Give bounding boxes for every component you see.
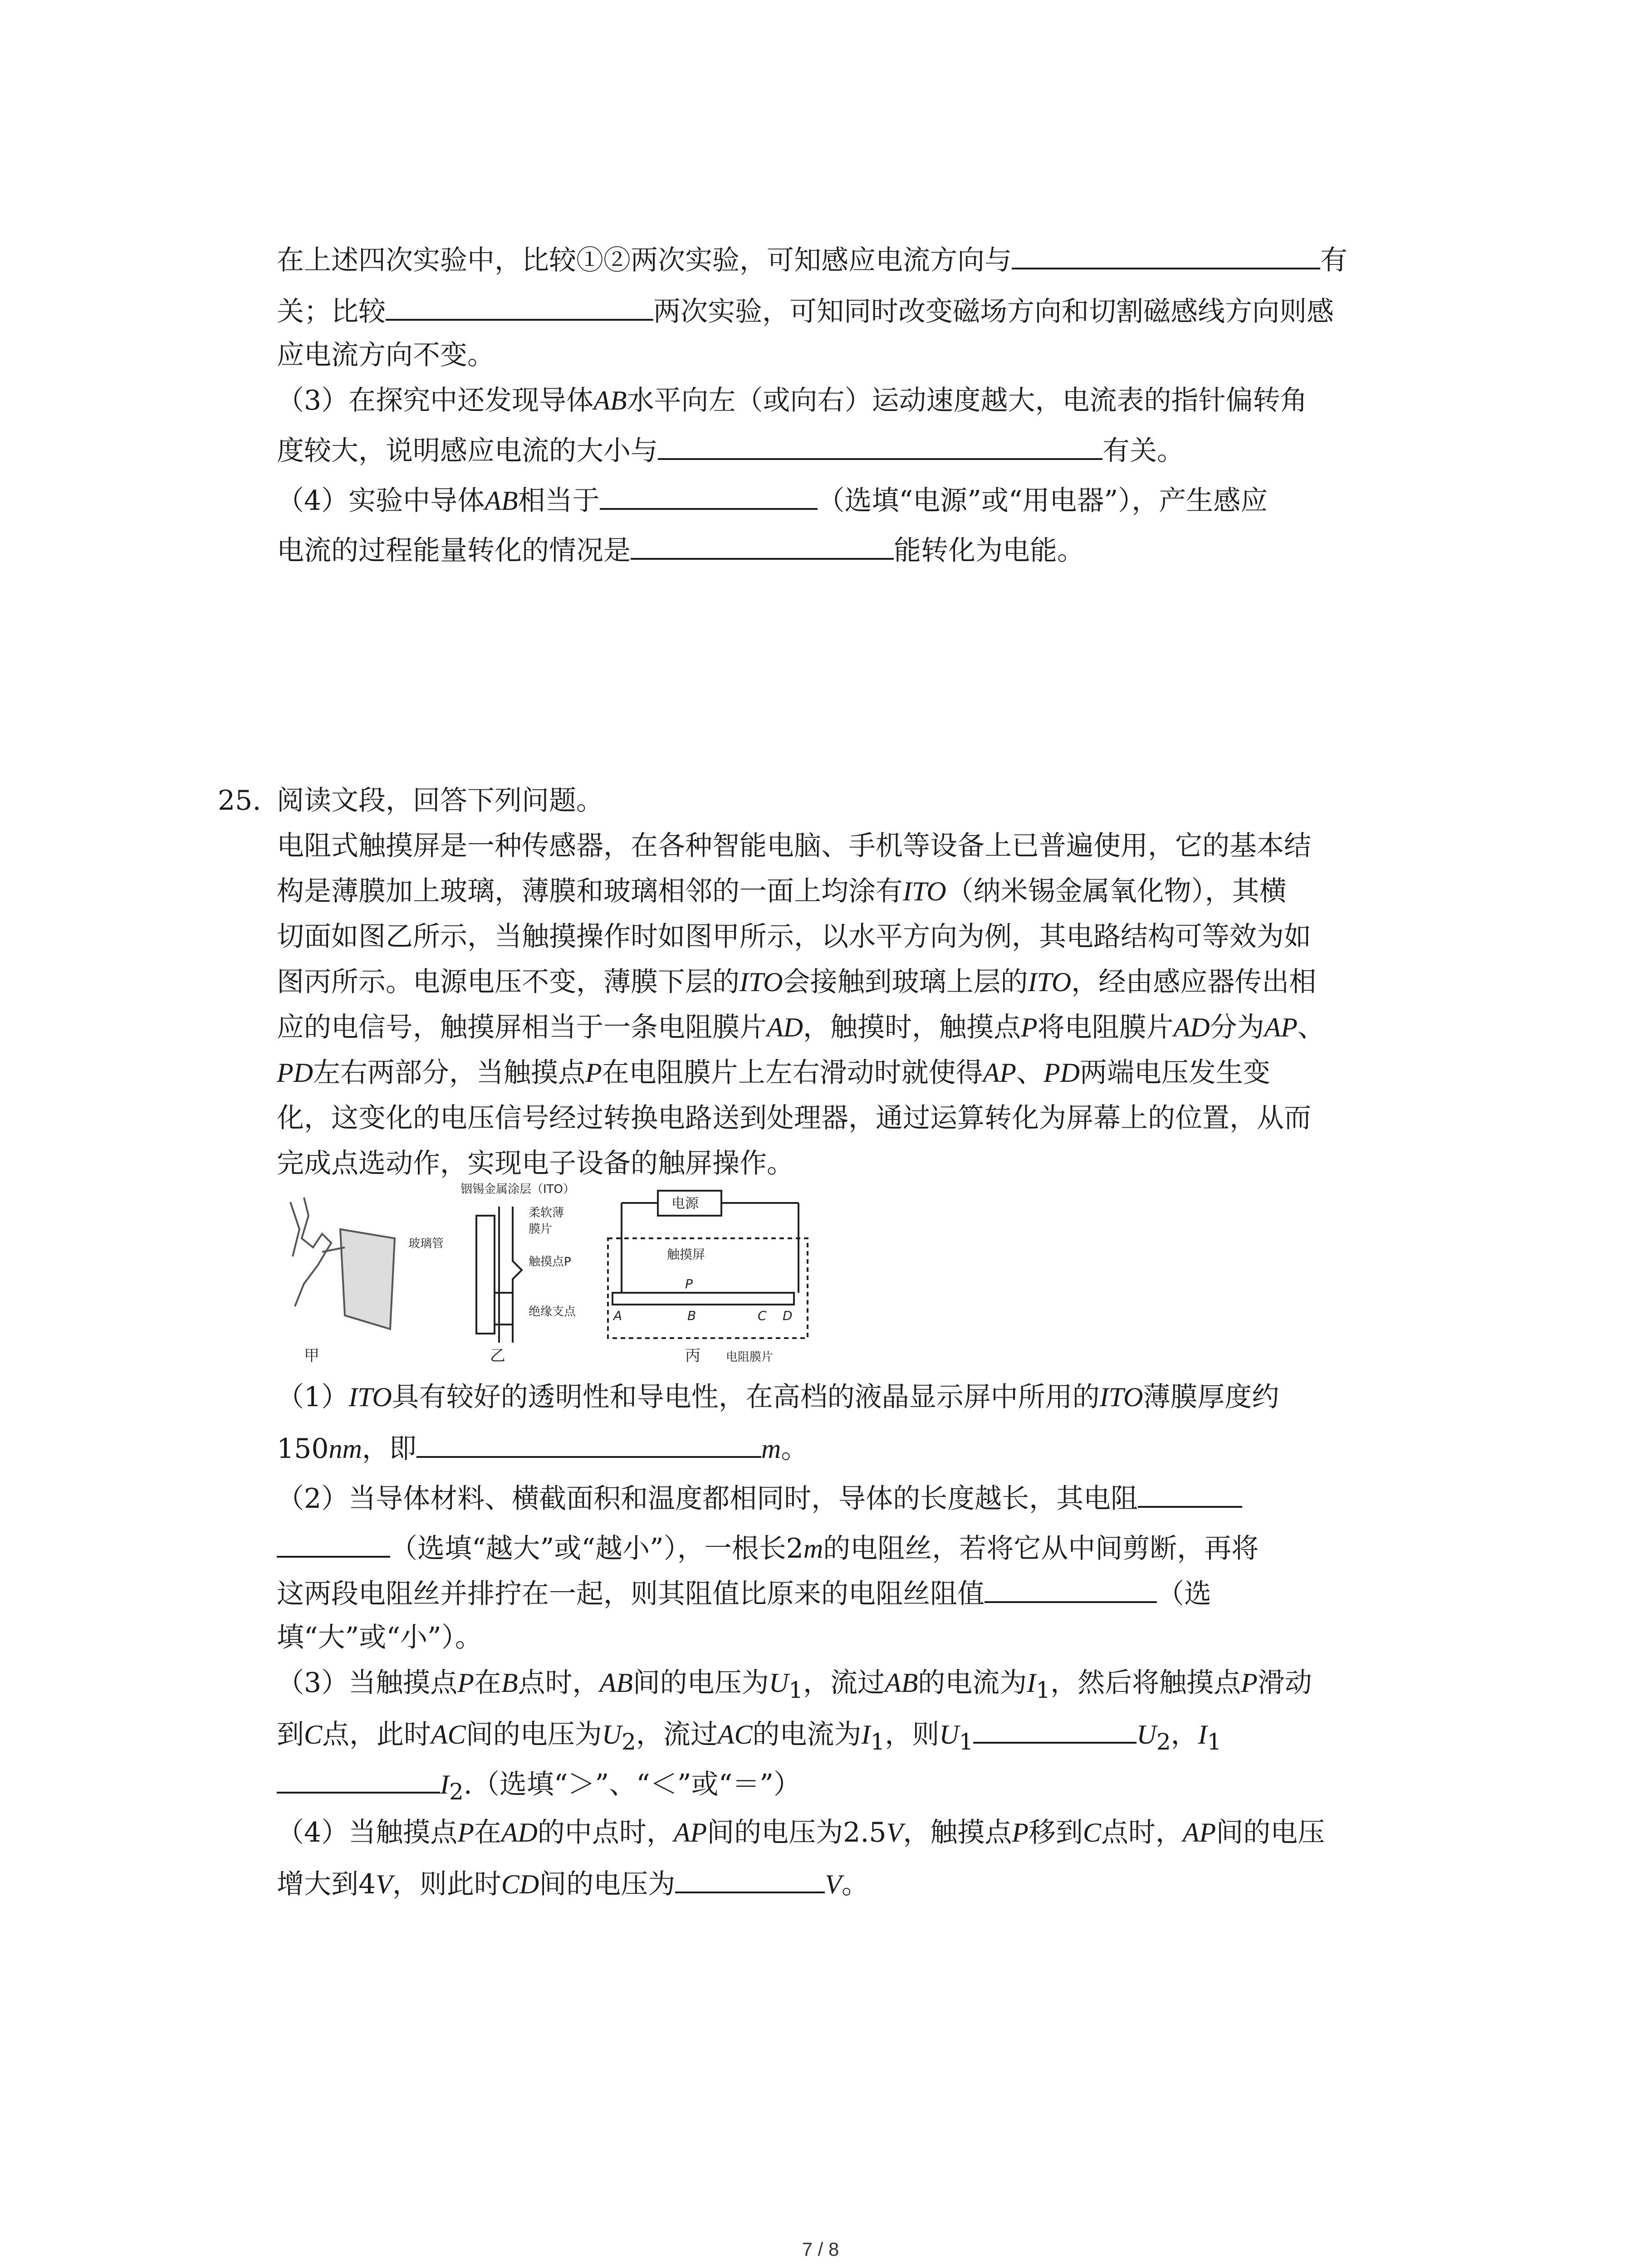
var: AP bbox=[1264, 1012, 1298, 1042]
text: ，经由感应器传出相 bbox=[1071, 966, 1317, 998]
var: CD bbox=[501, 1869, 539, 1899]
text: 间的电压为 bbox=[539, 1868, 676, 1900]
text: ，则此时 bbox=[392, 1868, 501, 1900]
text: 的电流为 bbox=[752, 1719, 862, 1750]
answer-blank[interactable] bbox=[1138, 1474, 1242, 1508]
text: ，流过 bbox=[803, 1667, 885, 1699]
point-d-label: D bbox=[783, 1308, 793, 1323]
text: 间的电压为 bbox=[632, 1667, 769, 1699]
point-p-label: P bbox=[685, 1276, 693, 1291]
text: 。 bbox=[841, 1868, 869, 1900]
text: （4）当触摸点 bbox=[277, 1817, 458, 1848]
var: AD bbox=[1173, 1012, 1210, 1042]
var: ITO bbox=[1028, 967, 1072, 997]
text: 点时， bbox=[518, 1667, 600, 1699]
text: 化，这变化的电压信号经过转换电路送到处理器，通过运算转化为屏幕上的位置，从而 bbox=[277, 1102, 1311, 1134]
unit: m bbox=[803, 1534, 823, 1564]
text: 填“大”或“小”）。 bbox=[277, 1622, 482, 1653]
text: （3）当触摸点 bbox=[277, 1667, 458, 1699]
text: 具有较好的透明性和导电性，在高档的液晶显示屏中所用的 bbox=[392, 1381, 1100, 1413]
point-a-label: A bbox=[613, 1308, 622, 1323]
subscript: 2 bbox=[622, 1729, 636, 1755]
q24-line-1 bbox=[277, 236, 1347, 283]
var: P bbox=[1241, 1668, 1258, 1698]
text: 、 bbox=[1016, 1057, 1043, 1089]
answer-blank[interactable] bbox=[631, 526, 894, 560]
touchscreen-figure bbox=[277, 1179, 867, 1365]
figure-label-yi: 乙 bbox=[490, 1347, 505, 1365]
unit: V bbox=[825, 1869, 842, 1899]
text: ，即 bbox=[362, 1433, 416, 1465]
text: 两端电压发生变 bbox=[1079, 1057, 1270, 1089]
answer-blank[interactable] bbox=[985, 1569, 1157, 1603]
text: （3）在探究中还发现导体 bbox=[277, 385, 594, 416]
text: ，触摸时，触摸点 bbox=[803, 1012, 1021, 1043]
q25-2-line-2 bbox=[277, 1524, 1259, 1571]
text: 度较大，说明感应电流的大小与 bbox=[277, 435, 658, 467]
var: C bbox=[1083, 1818, 1101, 1848]
text: 滑动 bbox=[1257, 1667, 1312, 1699]
ito-coating-label: 铟锡金属涂层（ITO） bbox=[460, 1183, 575, 1196]
text: 能转化为电能。 bbox=[894, 535, 1084, 567]
q25-4-line-2 bbox=[277, 1860, 869, 1907]
answer-blank[interactable] bbox=[277, 1524, 390, 1558]
var: I bbox=[861, 1720, 871, 1750]
var: P bbox=[1012, 1818, 1029, 1848]
q25-para-line bbox=[277, 1095, 1311, 1141]
text: 两次实验，可知同时改变磁场方向和切割磁感线方向则感 bbox=[653, 296, 1334, 327]
point-c-label: C bbox=[758, 1308, 767, 1323]
answer-blank[interactable] bbox=[1012, 236, 1320, 269]
page-number: 7 / 8 bbox=[802, 2239, 839, 2260]
text: （纳米锡金属氧化物），其横 bbox=[946, 875, 1287, 907]
var: AC bbox=[717, 1720, 753, 1750]
text: （选填“越大”或“越小”），一根长2 bbox=[390, 1533, 803, 1564]
q25-3-line-2 bbox=[277, 1710, 1221, 1765]
text: 移到 bbox=[1028, 1817, 1083, 1848]
var: PD bbox=[1043, 1058, 1080, 1088]
text: 相当于 bbox=[518, 485, 600, 517]
point-b-label: B bbox=[687, 1308, 696, 1323]
text: 电阻式触摸屏是一种传感器，在各种智能电脑、手机等设备上已普遍使用，它的基本结 bbox=[277, 830, 1311, 862]
q25-para-line bbox=[277, 869, 1287, 914]
var: AP bbox=[673, 1818, 707, 1848]
subscript: 1 bbox=[1207, 1729, 1222, 1755]
text: 电流的过程能量转化的情况是 bbox=[277, 535, 631, 567]
text: ，触摸点 bbox=[903, 1817, 1012, 1848]
figure-label-bing: 丙 bbox=[685, 1347, 700, 1365]
var: AB bbox=[593, 386, 627, 415]
q25-2-line-3 bbox=[277, 1569, 1211, 1617]
var: AB bbox=[599, 1668, 633, 1698]
var: ITO bbox=[348, 1382, 392, 1412]
q25-1-line-1 bbox=[277, 1374, 1279, 1420]
q25-para-line bbox=[277, 1005, 1325, 1050]
text: 在 bbox=[474, 1817, 501, 1848]
touch-point-label: 触摸点P bbox=[529, 1255, 571, 1269]
touchscreen-label: 触摸屏 bbox=[667, 1247, 705, 1262]
var: ITO bbox=[1099, 1382, 1143, 1412]
q25-2-line-4 bbox=[277, 1615, 482, 1660]
q25-3-line-1 bbox=[277, 1660, 1312, 1713]
text: 关；比较 bbox=[277, 296, 386, 327]
figure-yi-cross-section bbox=[476, 1207, 522, 1343]
q24-4-line-1 bbox=[277, 476, 1268, 523]
answer-blank[interactable] bbox=[675, 1860, 825, 1893]
text: 将电阻膜片 bbox=[1037, 1012, 1174, 1043]
text: 完成点选动作，实现电子设备的触屏操作。 bbox=[277, 1148, 794, 1179]
answer-blank[interactable] bbox=[973, 1710, 1136, 1744]
text: 150 bbox=[277, 1433, 329, 1465]
resistive-film-label: 电阻膜片 bbox=[726, 1350, 774, 1364]
film-label: 膜片 bbox=[529, 1222, 553, 1236]
question-number: 25. bbox=[218, 785, 261, 816]
q25-para-line bbox=[277, 823, 1311, 869]
text: 间的电压为2.5 bbox=[707, 1817, 887, 1848]
text: 应电流方向不变。 bbox=[277, 339, 495, 371]
var: U bbox=[1136, 1720, 1156, 1750]
text: （1） bbox=[277, 1381, 349, 1413]
soft-film-label: 柔软薄 bbox=[529, 1206, 564, 1220]
text: 薄膜厚度约 bbox=[1143, 1381, 1279, 1413]
text: 的电流为 bbox=[918, 1667, 1027, 1699]
var: P bbox=[457, 1668, 474, 1698]
subscript: 2 bbox=[449, 1779, 464, 1805]
text: ，则 bbox=[885, 1719, 940, 1750]
text: 阅读文段，回答下列问题。 bbox=[277, 785, 603, 816]
text: 间的电压 bbox=[1216, 1817, 1325, 1848]
text: 的中点时， bbox=[537, 1817, 674, 1848]
answer-blank[interactable] bbox=[658, 426, 1102, 460]
var: PD bbox=[277, 1058, 313, 1088]
text: 构是薄膜加上玻璃，薄膜和玻璃相邻的一面上均涂有 bbox=[277, 875, 903, 907]
var: AP bbox=[983, 1058, 1016, 1088]
power-source-label: 电源 bbox=[671, 1196, 699, 1212]
answer-blank[interactable] bbox=[600, 476, 818, 510]
text: 点，此时 bbox=[322, 1719, 431, 1750]
var: I bbox=[1198, 1720, 1207, 1750]
q25-para-line bbox=[277, 959, 1316, 1005]
q25-4-line-1 bbox=[277, 1810, 1325, 1855]
q24-line-3 bbox=[277, 332, 495, 378]
text: 的电阻丝，若将它从中间剪断，再将 bbox=[823, 1533, 1259, 1564]
text: .（选填“＞”、“＜”或“＝”） bbox=[463, 1769, 801, 1800]
var: AB bbox=[884, 1668, 918, 1698]
q25-head bbox=[277, 778, 603, 823]
q25-para-line bbox=[277, 1050, 1270, 1095]
text: （选填“电源”或“用电器”），产生感应 bbox=[817, 485, 1268, 517]
q24-3-line-1 bbox=[277, 378, 1308, 423]
var: C bbox=[304, 1720, 323, 1750]
var: ITO bbox=[740, 967, 783, 997]
var: I bbox=[440, 1769, 449, 1799]
var: U bbox=[602, 1720, 622, 1750]
q25-3-line-3 bbox=[277, 1760, 801, 1814]
var: AC bbox=[431, 1720, 466, 1750]
var: AP bbox=[1182, 1818, 1216, 1848]
text: 点时， bbox=[1101, 1817, 1183, 1848]
text: 到 bbox=[277, 1719, 304, 1750]
unit: V bbox=[376, 1869, 392, 1899]
unit: nm bbox=[328, 1434, 362, 1464]
text: ，然后将触摸点 bbox=[1050, 1667, 1241, 1699]
text: 左右两部分，当触摸点 bbox=[313, 1057, 585, 1089]
text: 应的电信号，触摸屏相当于一条电阻膜片 bbox=[277, 1012, 767, 1043]
subscript: 1 bbox=[789, 1677, 803, 1703]
var: ITO bbox=[903, 876, 946, 906]
text: 间的电压为 bbox=[465, 1719, 602, 1750]
text: （4）实验中导体 bbox=[277, 485, 485, 517]
var: P bbox=[585, 1058, 602, 1088]
text: （2）当导体材料、横截面积和温度都相同时，导体的长度越长，其电阻 bbox=[277, 1483, 1138, 1515]
q24-3-line-2 bbox=[277, 426, 1184, 474]
q24-4-line-2 bbox=[277, 526, 1084, 573]
text: 切面如图乙所示，当触摸操作时如图甲所示，以水平方向为例，其电路结构可等效为如 bbox=[277, 921, 1311, 953]
text: ， bbox=[1171, 1719, 1198, 1750]
var: B bbox=[501, 1668, 518, 1698]
var: I bbox=[1027, 1668, 1036, 1698]
text: 在上述四次实验中，比较①②两次实验，可知感应电流方向与 bbox=[277, 244, 1012, 276]
unit: V bbox=[886, 1818, 903, 1848]
q25-para-line bbox=[277, 914, 1311, 959]
text: 、 bbox=[1297, 1012, 1325, 1043]
text: （选 bbox=[1157, 1578, 1211, 1610]
figure-bing-circuit bbox=[608, 1191, 808, 1338]
text: ，流过 bbox=[636, 1719, 718, 1750]
text: 水平向左（或向右）运动速度越大，电流表的指针偏转角 bbox=[627, 385, 1308, 416]
text: 增大到4 bbox=[277, 1868, 376, 1900]
text: 图丙所示。电源电压不变，薄膜下层的 bbox=[277, 966, 740, 998]
subscript: 1 bbox=[1036, 1677, 1051, 1703]
subscript: 1 bbox=[870, 1729, 885, 1755]
q25-1-line-2 bbox=[277, 1424, 808, 1471]
unit: m bbox=[761, 1434, 781, 1464]
figure-label-jia: 甲 bbox=[304, 1347, 319, 1365]
text: 在电阻膜片上左右滑动时就使得 bbox=[602, 1057, 983, 1089]
text: 有关。 bbox=[1102, 435, 1184, 467]
subscript: 2 bbox=[1156, 1729, 1171, 1755]
text: 这两段电阻丝并排拧在一起，则其阻值比原来的电阻丝阻值 bbox=[277, 1578, 985, 1610]
var: AD bbox=[501, 1818, 538, 1848]
var: AB bbox=[485, 486, 518, 516]
var: P bbox=[457, 1818, 474, 1848]
text: 分为 bbox=[1210, 1012, 1264, 1043]
var: P bbox=[1020, 1012, 1038, 1042]
var: AD bbox=[767, 1012, 803, 1042]
figure-jia-hand-sketch bbox=[290, 1198, 395, 1329]
var: U bbox=[769, 1668, 789, 1698]
glass-label: 玻璃管 bbox=[408, 1237, 444, 1251]
insulating-support-label: 绝缘支点 bbox=[529, 1305, 576, 1319]
text: 在 bbox=[474, 1667, 501, 1699]
subscript: 1 bbox=[959, 1729, 974, 1755]
var: U bbox=[939, 1720, 959, 1750]
text: 。 bbox=[781, 1433, 808, 1465]
q25-2-line-1 bbox=[277, 1474, 1242, 1521]
answer-blank[interactable] bbox=[277, 1760, 440, 1794]
answer-blank[interactable] bbox=[416, 1424, 761, 1458]
q24-line-2 bbox=[277, 287, 1334, 334]
answer-blank[interactable] bbox=[386, 287, 653, 321]
text: 会接触到玻璃上层的 bbox=[783, 966, 1028, 998]
text: 有 bbox=[1320, 244, 1347, 276]
